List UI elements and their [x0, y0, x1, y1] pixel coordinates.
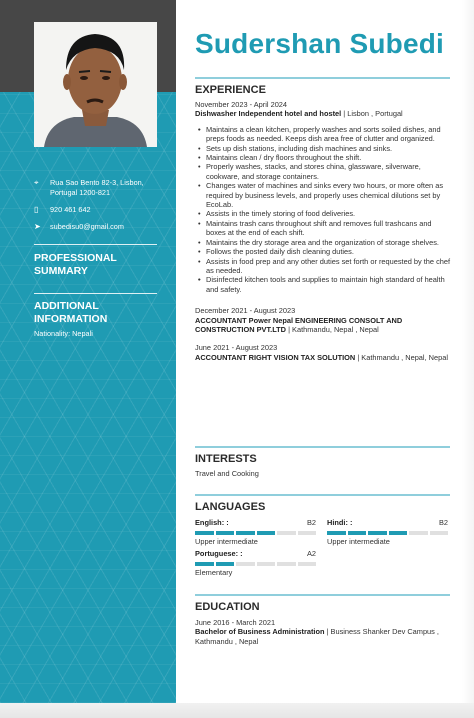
sidebar-divider	[34, 244, 157, 245]
duty-item: • Maintains the dry storage area and the organization of storage shelves.	[201, 238, 453, 247]
duty-item: • Assists in food prep and any other duties set forth or requested by the chef as needed.	[201, 257, 453, 276]
page-edge-shadow	[462, 0, 474, 703]
language-level-bar	[195, 562, 316, 566]
level-segment	[236, 562, 255, 566]
job-location: | Kathmandu , Nepal, Nepal	[355, 352, 448, 362]
contact-info	[34, 178, 164, 239]
job-title: ACCOUNTANT Power Nepal ENGINEERING CONSOLT AND CONSTRUCTION PVT.LTD	[195, 315, 403, 334]
level-segment	[195, 562, 214, 566]
education-heading: EDUCATION	[195, 601, 260, 613]
experience-list	[195, 100, 453, 362]
email-text[interactable]: subedisu0@gmail.com	[50, 222, 124, 231]
level-segment	[409, 531, 428, 535]
language-level: B2	[306, 518, 316, 527]
language-portuguese	[195, 549, 316, 577]
additional-information-heading: ADDITIONAL INFORMATION	[34, 300, 108, 325]
phone-row	[34, 205, 164, 215]
language-level: B2	[438, 518, 448, 527]
duty-item: • Disinfected kitchen tools and supplies to maintain high standard of health and safety.	[201, 275, 453, 294]
education-degree: Bachelor of Business Administration	[195, 627, 325, 637]
language-desc: Upper intermediate	[195, 537, 258, 546]
duty-item: • Assists in the timely storing of food deliveries.	[201, 209, 453, 218]
language-level-bar	[195, 531, 316, 535]
duty-item: • Follows the posted daily dish cleaning duties.	[201, 247, 453, 256]
job-date: June 2021 - August 2023	[195, 343, 278, 353]
level-segment	[298, 562, 317, 566]
duty-item: • Maintains a clean kitchen, properly washes and sorts soiled dishes, and preps foods as needed. Keeps dish area free of clutter and organized.	[201, 125, 453, 144]
experience-heading: EXPERIENCE	[195, 84, 266, 96]
language-name: Portuguese: :	[195, 549, 243, 558]
language-hindi	[327, 518, 448, 546]
section-divider	[195, 446, 450, 448]
candidate-name: Sudershan Subedi	[195, 28, 445, 59]
sidebar-divider	[34, 293, 157, 294]
language-desc: Upper intermediate	[327, 537, 390, 546]
phone-icon: ▯	[34, 205, 39, 214]
education-date: June 2016 - March 2021	[195, 618, 276, 627]
language-name: English: :	[195, 518, 229, 527]
professional-summary-heading: PROFESSIONAL SUMMARY	[34, 252, 117, 277]
duty-item: • Changes water of machines and sinks every two hours, or more often as required by business levels, and properly uses chemical dilutions set by EcoLab.	[201, 181, 453, 209]
send-icon: ➤	[34, 222, 41, 231]
section-divider	[195, 594, 450, 596]
level-segment	[277, 562, 296, 566]
language-desc: Elementary	[195, 568, 233, 577]
location-pin-icon: ⌖	[34, 178, 39, 187]
interests-heading: INTERESTS	[195, 453, 257, 465]
level-segment	[368, 531, 387, 535]
level-segment	[257, 562, 276, 566]
language-level: A2	[306, 549, 316, 558]
education-entry	[195, 618, 453, 646]
job-title: ACCOUNTANT RIGHT VISION TAX SOLUTION	[195, 352, 356, 362]
nationality-text: Nationality: Nepali	[34, 329, 93, 338]
section-divider	[195, 494, 450, 496]
email-row[interactable]	[34, 222, 164, 232]
job-title: Dishwasher Independent hotel and hostel	[195, 109, 342, 119]
duty-item: • Maintains trash cans throughout shift and removes full trashcans and boxes at the end of each shift.	[201, 219, 453, 238]
level-segment	[257, 531, 276, 535]
language-english	[195, 518, 316, 546]
interests-text: Travel and Cooking	[195, 469, 259, 478]
job-date: December 2021 - August 2023	[195, 306, 296, 316]
duty-item: • Properly washes, stacks, and stores china, glassware, silverware, cookware, and storage containers.	[201, 162, 453, 181]
language-name: Hindi: :	[327, 518, 353, 527]
profile-photo	[34, 22, 157, 147]
language-level-bar	[327, 531, 448, 535]
education-school: | Business Shanker Dev Campus , Kathmandu , Nepal	[195, 627, 439, 646]
job-duties	[195, 125, 453, 294]
section-divider	[195, 77, 450, 79]
duty-item: • Sets up dish stations, including dish machines and sinks.	[201, 144, 453, 153]
address-row	[34, 178, 164, 198]
job-date: November 2023 - April 2024	[195, 100, 288, 109]
level-segment	[236, 531, 255, 535]
level-segment	[430, 531, 449, 535]
address-text: Rua Sao Bento 82-3, Lisbon, Portugal 1200-821	[50, 178, 144, 197]
level-segment	[298, 531, 317, 535]
job-location: | Kathmandu, Nepal , Nepal	[286, 324, 379, 334]
page-bottom-shadow	[0, 703, 474, 718]
level-segment	[389, 531, 408, 535]
level-segment	[327, 531, 346, 535]
phone-text: 920 461 642	[50, 205, 91, 214]
job-location: | Lisbon , Portugal	[341, 109, 403, 119]
duty-item: • Maintains clean / dry floors throughout the shift.	[201, 153, 453, 162]
languages-heading: LANGUAGES	[195, 501, 266, 513]
level-segment	[216, 531, 235, 535]
level-segment	[195, 531, 214, 535]
level-segment	[348, 531, 367, 535]
level-segment	[216, 562, 235, 566]
level-segment	[277, 531, 296, 535]
